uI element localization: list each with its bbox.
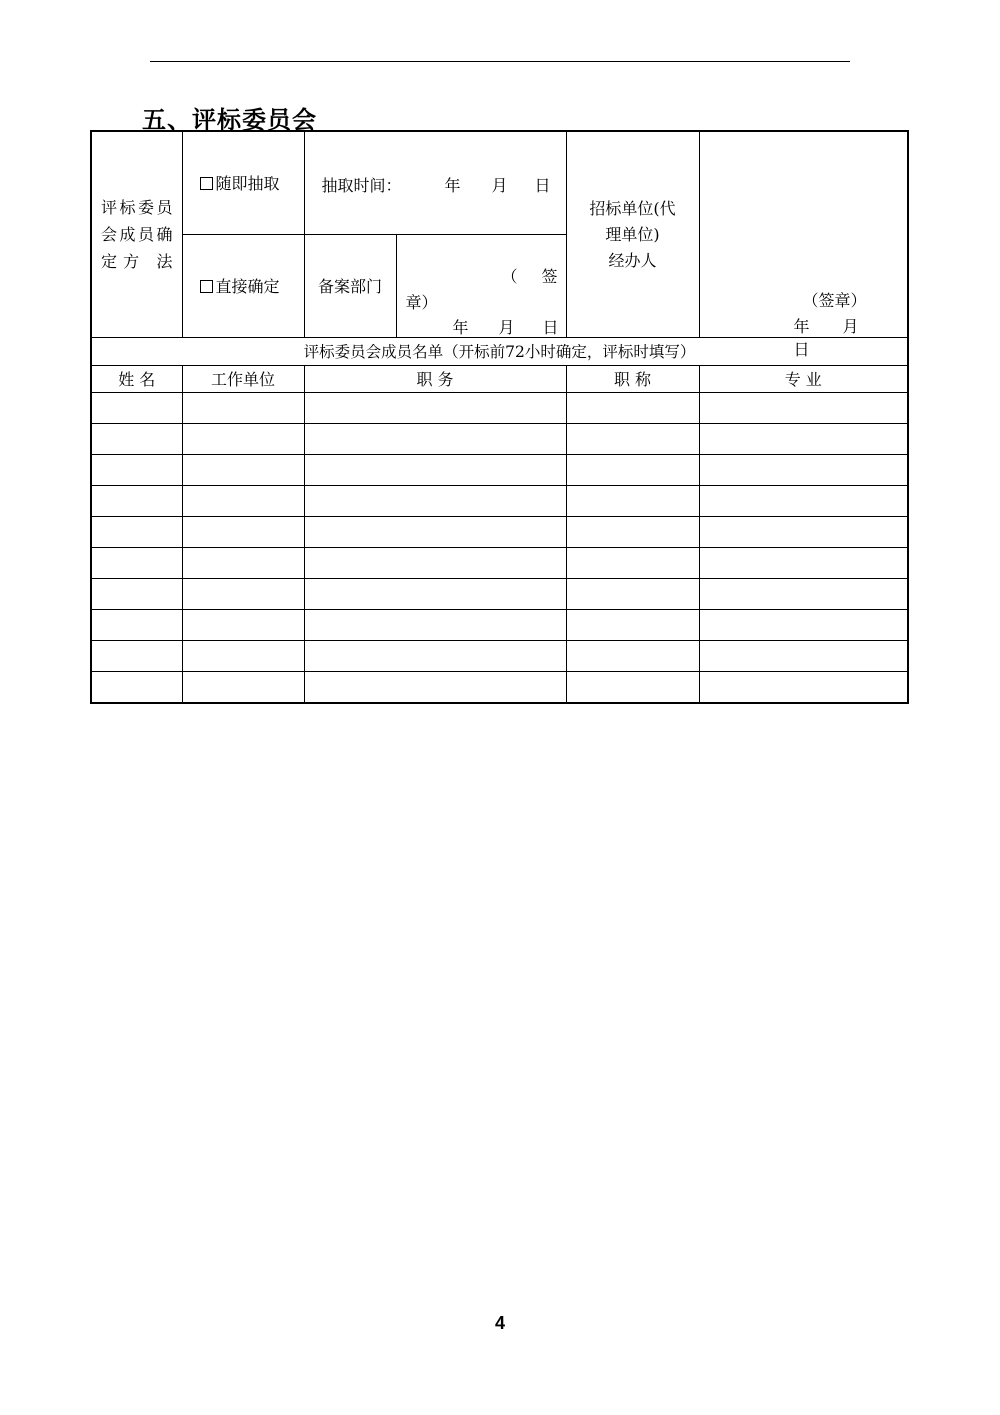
date-year: 年 <box>793 317 810 336</box>
table-row <box>91 640 908 671</box>
record-dept-label: 备案部门 <box>304 234 396 337</box>
column-header: 姓 名 <box>91 365 182 392</box>
date-month: 月 <box>498 317 515 337</box>
direct-checkbox[interactable] <box>200 280 213 293</box>
table-cell[interactable] <box>566 454 699 485</box>
table-cell[interactable] <box>182 516 304 547</box>
table-cell[interactable] <box>566 392 699 423</box>
record-dept-date <box>453 315 559 338</box>
table-cell[interactable] <box>182 485 304 516</box>
table-cell[interactable] <box>182 578 304 609</box>
table-cell[interactable] <box>91 578 182 609</box>
column-header: 专 业 <box>699 365 908 392</box>
table-cell[interactable] <box>566 671 699 703</box>
direct-label: 直接确定 <box>215 277 280 296</box>
table-row <box>91 423 908 454</box>
table-cell[interactable] <box>91 609 182 640</box>
table-cell[interactable] <box>699 578 908 609</box>
evaluation-committee-table <box>90 130 909 704</box>
table-cell[interactable] <box>182 392 304 423</box>
table-cell[interactable] <box>566 547 699 578</box>
table-cell[interactable] <box>566 423 699 454</box>
date-year: 年 <box>452 317 469 337</box>
date-day: 日 <box>793 340 810 359</box>
draw-time-cell[interactable] <box>304 131 566 234</box>
table-cell[interactable] <box>304 547 566 578</box>
table-cell[interactable] <box>91 671 182 703</box>
column-header: 工作单位 <box>182 365 304 392</box>
table-cell[interactable] <box>566 640 699 671</box>
table-cell[interactable] <box>304 609 566 640</box>
agent-label-line: 理单位) <box>605 225 660 244</box>
date-year: 年 <box>444 176 461 195</box>
table-cell[interactable] <box>304 392 566 423</box>
date-month: 月 <box>842 317 859 336</box>
record-dept-sign-cell[interactable] <box>396 234 566 337</box>
roster-body <box>91 392 908 703</box>
date-day: 日 <box>542 317 559 337</box>
table-cell[interactable] <box>699 392 908 423</box>
table-cell[interactable] <box>91 640 182 671</box>
table-cell[interactable] <box>182 547 304 578</box>
table-row <box>91 454 908 485</box>
table-cell[interactable] <box>566 578 699 609</box>
table-row <box>91 547 908 578</box>
date-month: 月 <box>491 176 508 195</box>
table-cell[interactable] <box>566 516 699 547</box>
method-label-line: 评标委员 <box>101 197 173 217</box>
table-cell[interactable] <box>699 423 908 454</box>
draw-date <box>445 173 551 196</box>
method-label-line: 会成员确 <box>101 224 173 244</box>
table-cell[interactable] <box>91 392 182 423</box>
table-cell[interactable] <box>699 609 908 640</box>
draw-time-label: 抽取时间： <box>321 176 402 195</box>
table-cell[interactable] <box>304 423 566 454</box>
roster-title: 评标委员会成员名单（开标前72小时确定，评标时填写） <box>91 337 908 365</box>
table-cell[interactable] <box>304 516 566 547</box>
table-row <box>91 485 908 516</box>
table-row <box>91 392 908 423</box>
table-row <box>91 671 908 703</box>
random-draw-label: 随即抽取 <box>215 174 280 194</box>
table-cell[interactable] <box>304 578 566 609</box>
agent-label-line: 招标单位(代 <box>589 199 676 218</box>
agent-seal-label: （签章） <box>802 291 867 310</box>
table-cell[interactable] <box>182 640 304 671</box>
column-header: 职 称 <box>566 365 699 392</box>
agent-label-line: 经办人 <box>608 251 657 270</box>
sign-open-paren: （ <box>501 266 518 286</box>
table-cell[interactable] <box>699 671 908 703</box>
column-header: 职 务 <box>304 365 566 392</box>
agent-label-cell <box>566 131 699 337</box>
table-cell[interactable] <box>699 485 908 516</box>
table-row <box>91 516 908 547</box>
method-label-line: 定方 法 <box>101 251 173 271</box>
table-cell[interactable] <box>91 454 182 485</box>
table-cell[interactable] <box>91 485 182 516</box>
direct-option[interactable] <box>182 234 304 337</box>
table-cell[interactable] <box>304 640 566 671</box>
table-row <box>91 609 908 640</box>
header-rule <box>150 61 850 62</box>
section-title: 五、评标委员会 <box>142 106 317 134</box>
table-cell[interactable] <box>182 671 304 703</box>
table-cell[interactable] <box>182 454 304 485</box>
agent-sign-cell[interactable] <box>699 131 908 359</box>
roster-header-row <box>91 365 908 392</box>
sign-close: 章） <box>405 292 438 312</box>
table-cell[interactable] <box>566 609 699 640</box>
table-cell[interactable] <box>566 485 699 516</box>
agent-sign-date <box>794 314 908 360</box>
table-cell[interactable] <box>182 423 304 454</box>
table-row <box>91 578 908 609</box>
table-cell[interactable] <box>304 485 566 516</box>
table-cell[interactable] <box>699 454 908 485</box>
table-cell[interactable] <box>91 423 182 454</box>
random-draw-checkbox[interactable] <box>200 177 213 190</box>
table-cell[interactable] <box>699 516 908 547</box>
random-draw-option[interactable] <box>182 131 304 234</box>
table-cell[interactable] <box>91 547 182 578</box>
method-label-cell <box>91 131 182 337</box>
table-cell[interactable] <box>304 454 566 485</box>
table-cell[interactable] <box>699 640 908 671</box>
date-day: 日 <box>534 176 551 195</box>
table-cell[interactable] <box>699 547 908 578</box>
table-cell[interactable] <box>91 516 182 547</box>
table-cell[interactable] <box>182 609 304 640</box>
table-cell[interactable] <box>304 671 566 703</box>
page-number: 4 <box>494 1313 505 1333</box>
sign-char: 签 <box>541 266 558 286</box>
